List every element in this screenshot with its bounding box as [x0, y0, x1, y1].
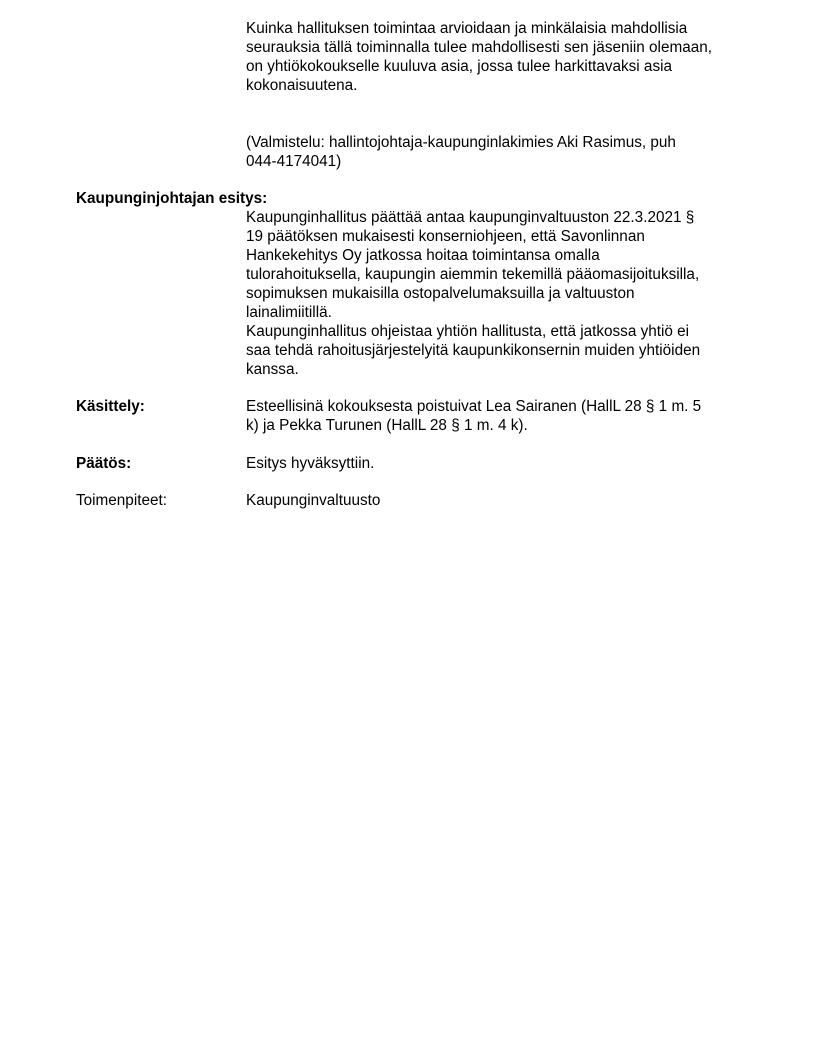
proposal-line: Kaupunginhallitus ohjeistaa yhtiön hallitusta, että jatkossa yhtiö ei: [246, 323, 690, 340]
actions-text: Kaupunginvaltuusto: [246, 492, 381, 509]
decision-label: Päätös:: [76, 455, 132, 472]
intro-paragraph: [246, 19, 746, 95]
intro-line: on yhtiökokoukselle kuuluva asia, jossa tulee harkittavaksi asia: [246, 58, 672, 75]
proposal-line: 19 päätöksen mukaisesti konserniohjeen, että Savonlinnan: [246, 228, 645, 245]
proposal-line: sopimuksen mukaisilla ostopalvelumaksuilla ja valtuuston: [246, 285, 635, 302]
preparer-line: 044-4174041): [246, 153, 342, 170]
proposal-line: lainalimiitillä.: [246, 304, 332, 321]
intro-line: kokonaisuutena.: [246, 77, 358, 94]
proposal-line: kanssa.: [246, 361, 299, 378]
intro-line: Kuinka hallituksen toimintaa arvioidaan ja minkälaisia mahdollisia: [246, 20, 688, 37]
intro-line: seurauksia tällä toiminnalla tulee mahdollisesti sen jäseniin olemaan,: [246, 39, 712, 56]
proposal-line: Hankekehitys Oy jatkossa hoitaa toimintansa omalla: [246, 247, 600, 264]
handling-line: k) ja Pekka Turunen (HallL 28 § 1 m. 4 k).: [246, 417, 528, 434]
decision-text: Esitys hyväksyttiin.: [246, 455, 375, 472]
handling-line: Esteellisinä kokouksesta poistuivat Lea Sairanen (HallL 28 § 1 m. 5: [246, 398, 702, 415]
proposal-heading: Kaupunginjohtajan esitys:: [76, 190, 268, 207]
preparer-line: (Valmistelu: hallintojohtaja-kaupunginlakimies Aki Rasimus, puh: [246, 134, 676, 151]
actions-label: Toimenpiteet:: [76, 492, 167, 509]
proposal-line: tulorahoituksella, kaupungin aiemmin tekemillä pääomasijoituksilla,: [246, 266, 700, 283]
proposal-line: saa tehdä rahoitusjärjestelyitä kaupunkikonsernin muiden yhtiöiden: [246, 342, 701, 359]
proposal-line: Kaupunginhallitus päättää antaa kaupunginvaltuuston 22.3.2021 §: [246, 209, 695, 226]
proposal-paragraph: [246, 208, 746, 379]
handling-paragraph: [246, 397, 746, 435]
preparer-note: [246, 133, 746, 171]
handling-label: Käsittely:: [76, 398, 145, 415]
